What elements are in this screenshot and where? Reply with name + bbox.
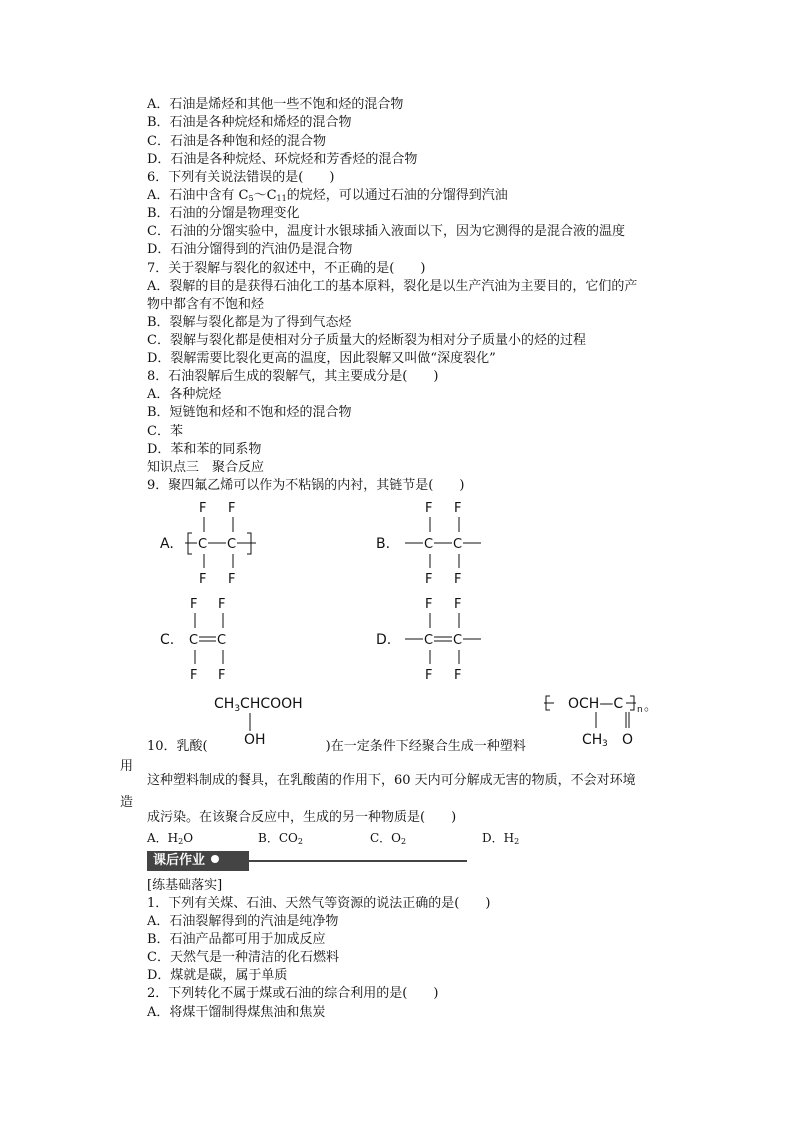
q7-option-d: D．裂解需要比裂化更高的温度，因此裂解又叫做“深度裂化” <box>147 351 496 366</box>
svg-text:F: F <box>454 501 462 516</box>
q5-option-c: C．石油是各种饱和烃的混合物 <box>147 134 326 149</box>
q9-structure-d <box>376 597 481 683</box>
svg-text:OCH—C: OCH—C <box>568 696 624 712</box>
q6-option-b: B．石油的分馏是物理变化 <box>147 206 300 221</box>
practice-q1-stem: 1．下列有关煤、石油、天然气等资源的说法正确的是( ) <box>147 896 491 911</box>
svg-text:O: O <box>622 732 634 748</box>
q9-stem: 9．聚四氟乙烯可以作为不粘锅的内衬，其链节是( ) <box>147 478 465 493</box>
svg-text:CH: CH <box>582 732 603 748</box>
q10-stem-line1: 10．乳酸( )在一定条件下经聚合生成一种塑料 <box>147 739 526 754</box>
svg-text:F: F <box>425 597 433 612</box>
svg-text:C: C <box>424 633 434 648</box>
bullet-icon <box>211 855 219 863</box>
svg-text:F: F <box>218 597 226 612</box>
q9-structures <box>0 490 794 690</box>
svg-text:C: C <box>198 537 208 552</box>
svg-text:D.: D. <box>376 632 392 648</box>
svg-text:F: F <box>218 668 226 683</box>
q10-side-char-make: 造 <box>120 795 134 810</box>
q8-option-c: C．苯 <box>147 424 183 439</box>
q10-option-d: D．$H_2$ <box>482 831 520 846</box>
polylactic-acid-structure <box>540 690 680 750</box>
svg-text:C: C <box>227 537 237 552</box>
q10-side-char-use: 用 <box>120 759 134 774</box>
svg-text:F: F <box>228 501 236 516</box>
section-heading-polymerization: 知识点三 聚合反应 <box>147 460 265 475</box>
q6-option-c: C．石油的分馏实验中，温度计水银球插入液面以下，因为它测得的是混合液的温度 <box>147 224 625 239</box>
q7-option-a-line2: 物中都含有不饱和烃 <box>147 297 265 312</box>
svg-text:C: C <box>189 633 199 648</box>
practice-q1-option-d: D．煤就是碳，属于单质 <box>147 968 288 983</box>
practice-heading: [练基础落实] <box>147 878 223 893</box>
q7-option-a-line1: A．裂解的目的是获得石油化工的基本原料，裂化是以生产汽油为主要目的，它们的产 <box>147 279 638 294</box>
practice-q2-option-a: A．将煤干馏制得煤焦油和焦炭 <box>147 1005 326 1020</box>
q10-option-b: B．$CO_2$ <box>258 831 303 846</box>
q6-option-d: D．石油分馏得到的汽油仍是混合物 <box>147 242 353 257</box>
q8-stem: 8．石油裂解后生成的裂解气，其主要成分是( ) <box>147 369 439 384</box>
q9-structure-b <box>376 501 481 587</box>
svg-text:F: F <box>199 501 207 516</box>
q10-option-c: C．$O_2$ <box>370 831 407 846</box>
svg-text:F: F <box>454 597 462 612</box>
homework-banner-label: 课后作业 <box>147 851 249 871</box>
svg-text:F: F <box>199 572 207 587</box>
banner-divider <box>249 860 467 862</box>
q10-options <box>147 830 519 850</box>
svg-text:F: F <box>425 501 433 516</box>
svg-text:C: C <box>453 633 463 648</box>
q5-option-b: B．石油是各种烷烃和烯烃的混合物 <box>147 115 352 130</box>
q8-option-a: A．各种烷烃 <box>147 387 222 402</box>
q10-option-a: A．$H_2O$ <box>147 831 194 846</box>
q5-option-d: D．石油是各种烷烃、环烷烃和芳香烃的混合物 <box>147 152 418 167</box>
svg-text:F: F <box>454 572 462 587</box>
q7-option-b: B．裂解与裂化都是为了得到气态烃 <box>147 315 352 330</box>
practice-q1-option-a: A．石油裂解得到的汽油是纯净物 <box>147 914 339 929</box>
svg-text:n: n <box>637 705 643 715</box>
svg-text:C.: C. <box>160 632 175 648</box>
svg-text:F: F <box>190 668 198 683</box>
svg-text:B.: B. <box>376 536 391 552</box>
q7-option-c: C．裂解与裂化都是使相对分子质量大的烃断裂为相对分子质量小的烃的过程 <box>147 333 586 348</box>
svg-text:3: 3 <box>602 739 608 749</box>
svg-text:A.: A. <box>160 536 174 552</box>
lactic-acid-bond <box>245 713 255 733</box>
q9-structure-a <box>160 501 256 587</box>
svg-text:F: F <box>425 668 433 683</box>
homework-banner <box>147 851 467 871</box>
q9-structure-c <box>160 597 226 683</box>
q8-option-d: D．苯和苯的同系物 <box>147 442 262 457</box>
svg-text:F: F <box>454 668 462 683</box>
q10-stem-line2: 这种塑料制成的餐具，在乳酸菌的作用下，60 天内可分解成无害的物质，不会对环境 <box>147 773 636 788</box>
practice-q1-option-b: B．石油产品都可用于加成反应 <box>147 932 326 947</box>
practice-q1-option-c: C．天然气是一种清洁的化石燃料 <box>147 950 339 965</box>
q8-option-b: B．短链饱和烃和不饱和烃的混合物 <box>147 405 352 420</box>
svg-text:。: 。 <box>644 699 658 714</box>
svg-text:C: C <box>217 633 227 648</box>
svg-text:F: F <box>190 597 198 612</box>
q6-stem: 6．下列有关说法错误的是( ) <box>147 170 335 185</box>
svg-text:C: C <box>424 537 434 552</box>
svg-text:C: C <box>453 537 463 552</box>
svg-text:F: F <box>425 572 433 587</box>
q10-stem-line3: 成污染。在该聚合反应中，生成的另一种物质是( ) <box>147 810 457 825</box>
svg-text:F: F <box>228 572 236 587</box>
q6-option-a: A．石油中含有 $C_5\sim C_{11}$的烷烃，可以通过石油的分馏得到汽油 <box>147 188 508 203</box>
practice-q2-stem: 2．下列转化不属于煤或石油的综合利用的是( ) <box>147 986 439 1001</box>
q5-option-a: A．石油是烯烃和其他一些不饱和烃的混合物 <box>147 97 404 112</box>
lactic-acid-oh: OH <box>244 732 266 748</box>
lactic-acid-formula-top: $CH_3CHCOOH$ <box>214 696 303 714</box>
q7-stem: 7．关于裂解与裂化的叙述中，不正确的是( ) <box>147 261 426 276</box>
